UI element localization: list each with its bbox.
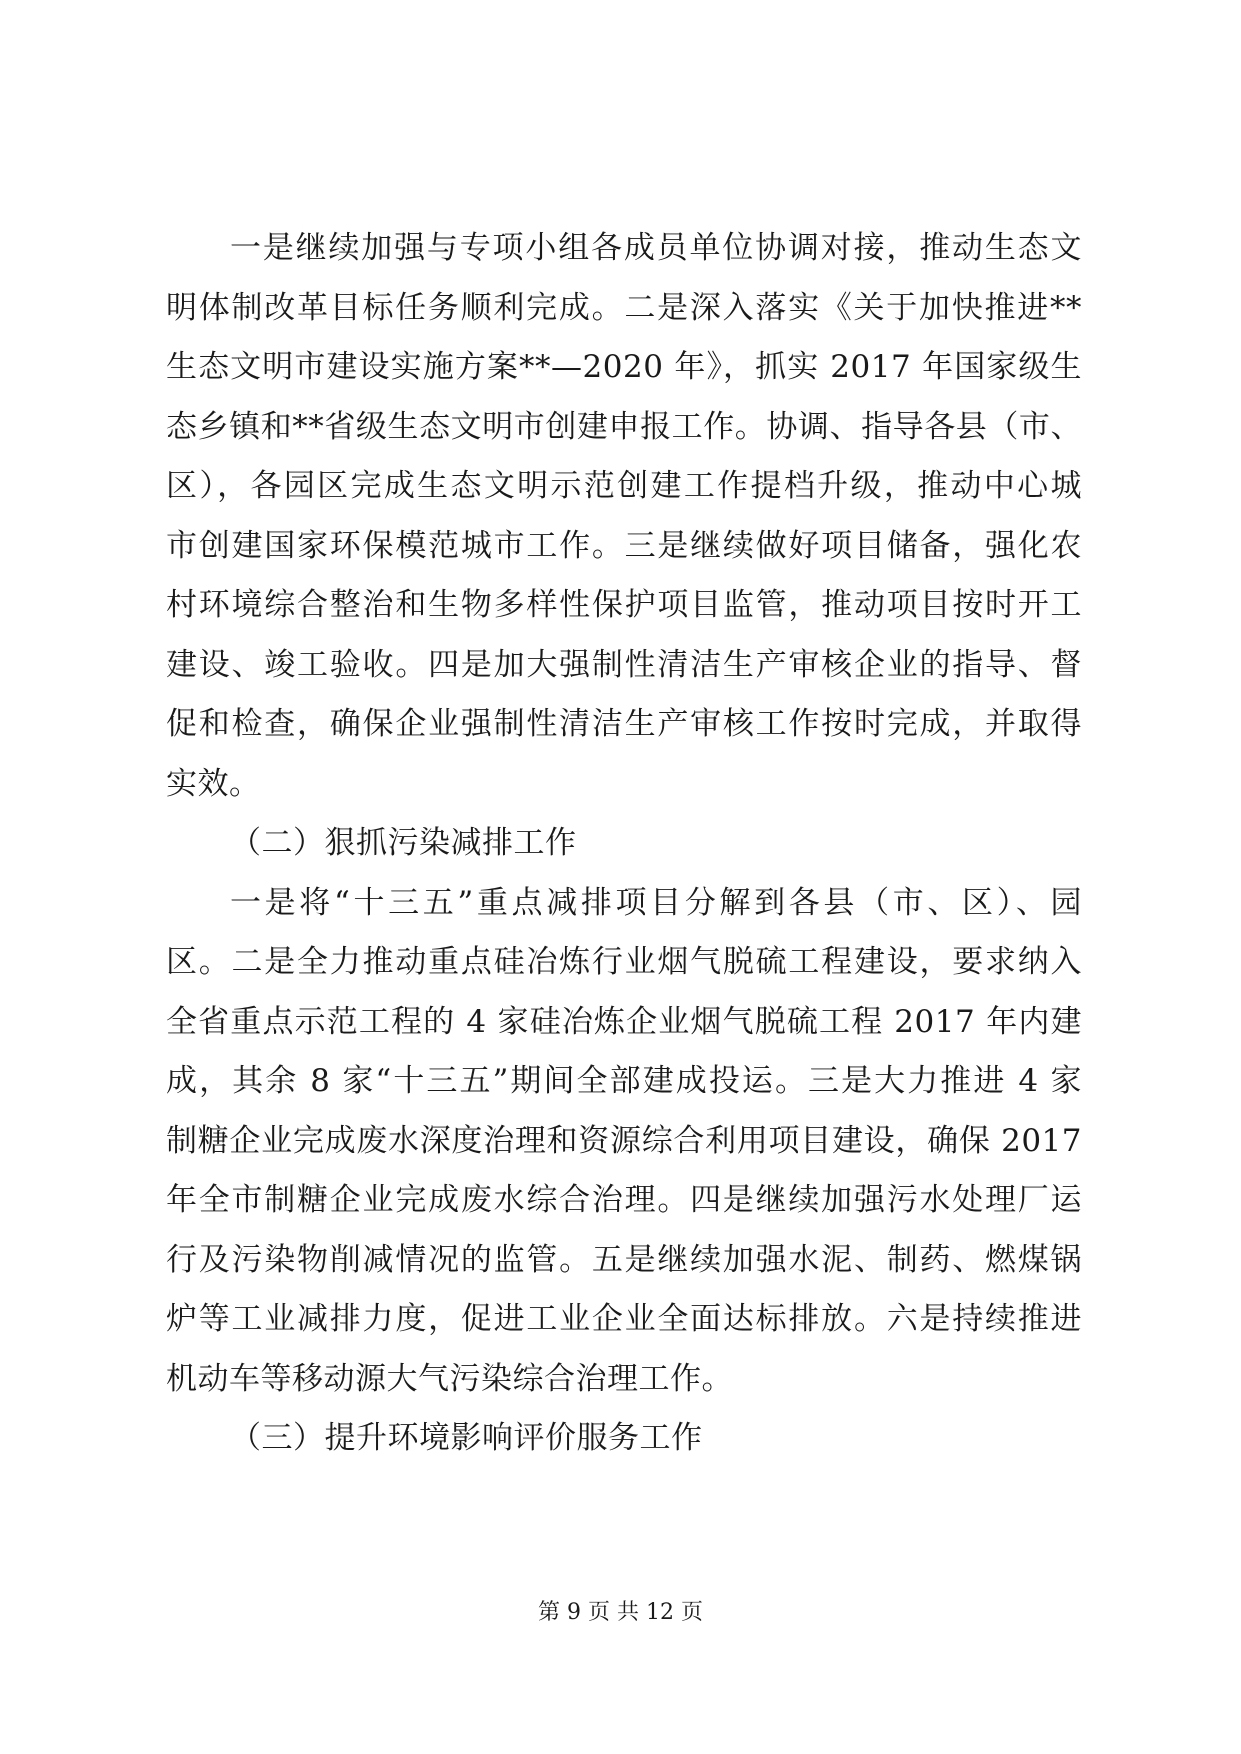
- paragraph-line: 一是继续加强与专项小组各成员单位协调对接，推动生态文: [230, 230, 1082, 266]
- paragraph-line: 明体制改革目标任务顺利完成。二是深入落实《关于加快推进**: [166, 289, 1082, 326]
- paragraph-line: 生态文明市建设实施方案**—2020 年》，抓实 2017 年国家级生: [166, 349, 1082, 385]
- page-number-footer: 第 9 页 共 12 页: [538, 1600, 703, 1625]
- paragraph-line: 市创建国家环保模范城市工作。三是继续做好项目储备，强化农: [166, 527, 1082, 564]
- paragraph-line: 区），各园区完成生态文明示范创建工作提档升级，推动中心城: [166, 468, 1082, 504]
- paragraph-line: 实效。: [166, 765, 261, 802]
- paragraph-line: 区。二是全力推动重点硅冶炼行业烟气脱硫工程建设，要求纳入: [166, 944, 1082, 980]
- paragraph-line: 全省重点示范工程的 4 家硅冶炼企业烟气脱硫工程 2017 年内建: [166, 1003, 1082, 1040]
- paragraph-line: 炉等工业减排力度，促进工业企业全面达标排放。六是持续推进: [166, 1301, 1082, 1337]
- paragraph-line: 机动车等移动源大气污染综合治理工作。: [166, 1360, 733, 1397]
- section-heading-2: （二）狠抓污染减排工作: [230, 825, 577, 861]
- paragraph-line: 村环境综合整治和生物多样性保护项目监管，推动项目按时开工: [166, 587, 1082, 623]
- paragraph-line: 促和检查，确保企业强制性清洁生产审核工作按时完成，并取得: [166, 706, 1082, 742]
- paragraph-line: 一是将“十三五”重点减排项目分解到各县（市、区）、园: [230, 884, 1082, 921]
- paragraph-line: 年全市制糖企业完成废水综合治理。四是继续加强污水处理厂运: [166, 1182, 1082, 1218]
- paragraph-line: 制糖企业完成废水深度治理和资源综合利用项目建设，确保 2017: [166, 1122, 1082, 1159]
- paragraph-2: [166, 874, 1082, 1410]
- paragraph-1: [166, 219, 1082, 814]
- document-body: [166, 219, 1082, 1469]
- paragraph-line: 成，其余 8 家“十三五”期间全部建成投运。三是大力推进 4 家: [166, 1063, 1082, 1099]
- paragraph-line: 行及污染物削减情况的监管。五是继续加强水泥、制药、燃煤锅: [166, 1241, 1082, 1278]
- section-heading-3: （三）提升环境影响评价服务工作: [230, 1420, 703, 1456]
- paragraph-line: 态乡镇和**省级生态文明市创建申报工作。协调、指导各县（市、: [166, 408, 1082, 445]
- paragraph-line: 建设、竣工验收。四是加大强制性清洁生产审核企业的指导、督: [166, 646, 1082, 683]
